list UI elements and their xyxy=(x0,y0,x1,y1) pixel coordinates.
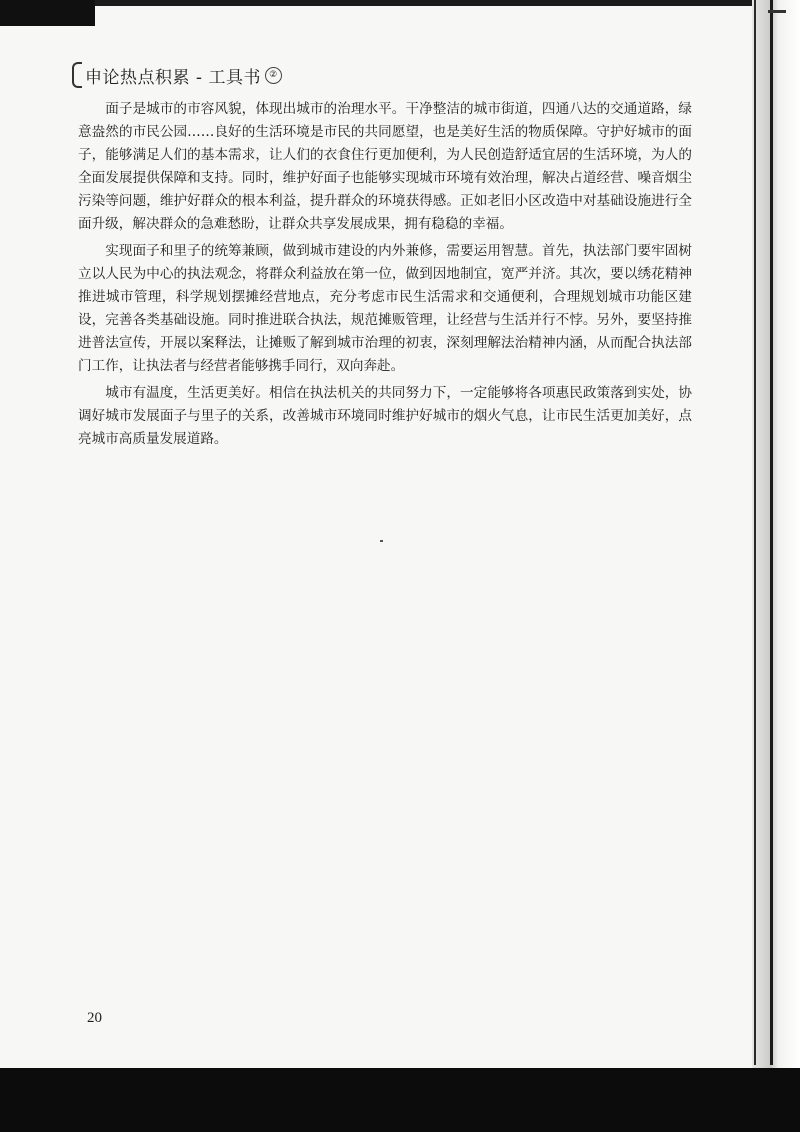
scan-top-edge xyxy=(0,0,800,6)
header-badge-icon: ② xyxy=(265,67,282,84)
scan-bottom-edge xyxy=(0,1068,800,1132)
header-title: 申论热点积累 - 工具书 xyxy=(85,67,261,88)
header-bracket-icon xyxy=(72,62,82,88)
paragraph-3: 城市有温度，生活更美好。相信在执法机关的共同努力下，一定能够将各项惠民政策落到实处，协调好城市发展面子与里子的关系，改善城市环境同时维护好城市的烟火气息，让市民生活更加美好，点亮城市高质量发展道路。 xyxy=(78,385,692,447)
scan-speck xyxy=(380,540,383,542)
paragraph-1: 面子是城市的市容风貌，体现出城市的治理水平。干净整洁的城市街道，四通八达的交通道路，绿意盎然的市民公园……良好的生活环境是市民的共同愿望，也是美好生活的物质保障。守护好城市的面子，能够满足人们的基本需求，让人们的衣食住行更加便利，为人民创造舒适宜居的生活环境，为人的全面发展提供保障和支持。同时，维护好面子也能够实现城市环境有效治理，解决占道经营、噪音烟尘污染等问题，维护好群众的根本利益，提升群众的环境获得感。正如老旧小区改造中对基础设施进行全面升级，解决群众的急难愁盼，让群众共享发展成果，拥有稳稳的幸福。 xyxy=(78,101,692,232)
body-text xyxy=(78,98,692,455)
scan-corner-shadow xyxy=(0,0,95,26)
binding-shadow xyxy=(752,0,800,1132)
binding-edge-line-outer xyxy=(770,0,773,1065)
running-header xyxy=(72,62,282,88)
page-number: 20 xyxy=(87,1010,102,1026)
paragraph-2: 实现面子和里子的统筹兼顾，做到城市建设的内外兼修，需要运用智慧。首先，执法部门要牢固树立以人民为中心的执法观念，将群众利益放在第一位，做到因地制宜，宽严并济。其次，要以绣花精神推进城市管理，科学规划摆摊经营地点，充分考虑市民生活需求和交通便利，合理规划城市功能区建设，完善各类基础设施。同时推进联合执法，规范摊贩管理，让经营与生活并行不悖。另外，要坚持推进普法宣传，开展以案释法，让摊贩了解到城市治理的初衷，深刻理解法治精神内涵，从而配合执法部门工作，让执法者与经营者能够携手同行，双向奔赴。 xyxy=(78,243,692,374)
binding-edge-line xyxy=(754,0,756,1065)
corner-mark xyxy=(768,10,786,13)
